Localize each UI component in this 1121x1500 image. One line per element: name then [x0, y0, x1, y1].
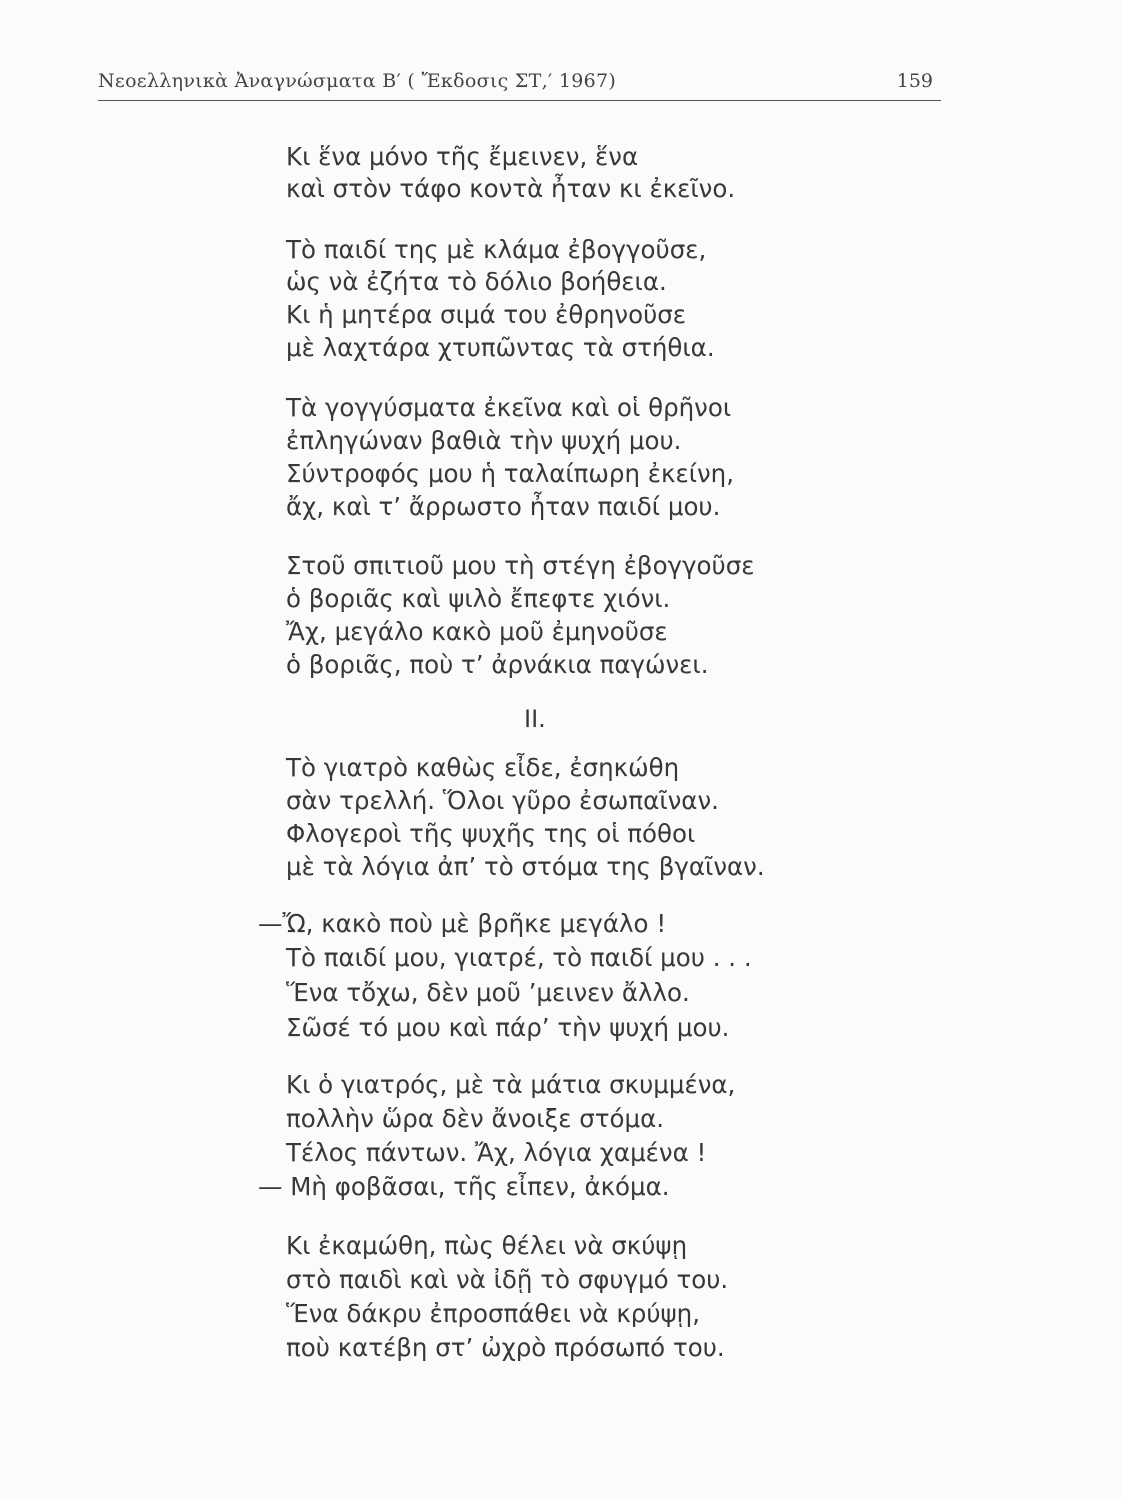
poem-line: Τὰ γογγύσματα ἐκεῖνα καὶ οἱ θρῆνοι	[286, 393, 732, 422]
poem-line: — Μὴ φοβᾶσαι, τῆς εἶπεν, ἀκόμα.	[258, 1172, 670, 1201]
poem-line: ὡς νὰ ἐζήτα τὸ δόλιο βοήθεια.	[286, 267, 667, 296]
poem-line: ἄχ, καὶ τ’ ἄρρωστο ἦταν παιδί μου.	[286, 492, 721, 521]
poem-line: Ἕνα τὄχω, δὲν μοῦ ’μεινεν ἄλλο.	[286, 978, 690, 1007]
poem-line: Τὸ γιατρὸ καθὼς εἶδε, ἐσηκώθη	[286, 753, 680, 782]
poem-line: ποὺ κατέβη στ’ ὠχρὸ πρόσωπό του.	[286, 1333, 725, 1362]
poem-line: ὁ βοριᾶς, ποὺ τ’ ἀρνάκια παγώνει.	[286, 650, 709, 679]
poem-line: Φλογεροὶ τῆς ψυχῆς της οἱ πόθοι	[286, 819, 696, 848]
page-number: 159	[896, 70, 933, 92]
poem-line: Κι ἐκαμώθη, πὼς θέλει νὰ σκύψῃ	[286, 1231, 688, 1260]
poem-line: Ἕνα δάκρυ ἐπροσπάθει νὰ κρύψῃ,	[286, 1299, 700, 1328]
poem-line: Κι ἕνα μόνο τῆς ἔμεινεν, ἕνα	[286, 142, 639, 171]
poem-line: Κι ὁ γιατρός, μὲ τὰ μάτια σκυμμένα,	[286, 1070, 736, 1099]
book-title: Νεοελληνικὰ Ἀναγνώσματα Β′ ( Ἔκδοσις ΣΤ,′ 1967)	[98, 70, 617, 92]
poem-line: σὰν τρελλή. Ὅλοι γῦρο ἐσωπαῖναν.	[286, 786, 719, 815]
poem-line: ἐπληγώναν βαθιὰ τὴν ψυχή μου.	[286, 426, 682, 455]
poem-line: στὸ παιδὶ καὶ νὰ ἰδῇ τὸ σφυγμό του.	[286, 1265, 729, 1294]
poem-line: μὲ τὰ λόγια ἀπ’ τὸ στόμα της βγαῖναν.	[286, 852, 765, 881]
poem-line: Σῶσέ τό μου καὶ πάρ’ τὴν ψυχή μου.	[286, 1013, 730, 1042]
poem-line: Τὸ παιδί μου, γιατρέ, τὸ παιδί μου . . .	[286, 943, 752, 972]
poem-line: πολλὴν ὥρα δὲν ἄνοιξε στόμα.	[286, 1104, 665, 1133]
poem-line: Τὸ παιδί της μὲ κλάμα ἐβογγοῦσε,	[286, 235, 707, 264]
poem-line: Ἄχ, μεγάλο κακὸ μοῦ ἐμηνοῦσε	[286, 617, 668, 646]
poem-line: Στοῦ σπιτιοῦ μου τὴ στέγη ἐβογγοῦσε	[286, 551, 755, 580]
poem-line: μὲ λαχτάρα χτυπῶντας τὰ στήθια.	[286, 333, 715, 362]
poem-line: Τέλος πάντων. Ἄχ, λόγια χαμένα !	[286, 1138, 707, 1167]
poem-line: Σύντροφός μου ἡ ταλαίπωρη ἐκείνη,	[286, 459, 734, 488]
section-heading: ΙΙ.	[524, 705, 546, 733]
poem-line: καὶ στὸν τάφο κοντὰ ἦταν κι ἐκεῖνο.	[286, 174, 736, 203]
poem-line: ὁ βοριᾶς καὶ ψιλὸ ἔπεφτε χιόνι.	[286, 584, 671, 613]
poem-line: Κι ἡ μητέρα σιμά του ἐθρηνοῦσε	[286, 300, 687, 329]
poem-line: —Ὤ, κακὸ ποὺ μὲ βρῆκε μεγάλο !	[258, 909, 667, 938]
